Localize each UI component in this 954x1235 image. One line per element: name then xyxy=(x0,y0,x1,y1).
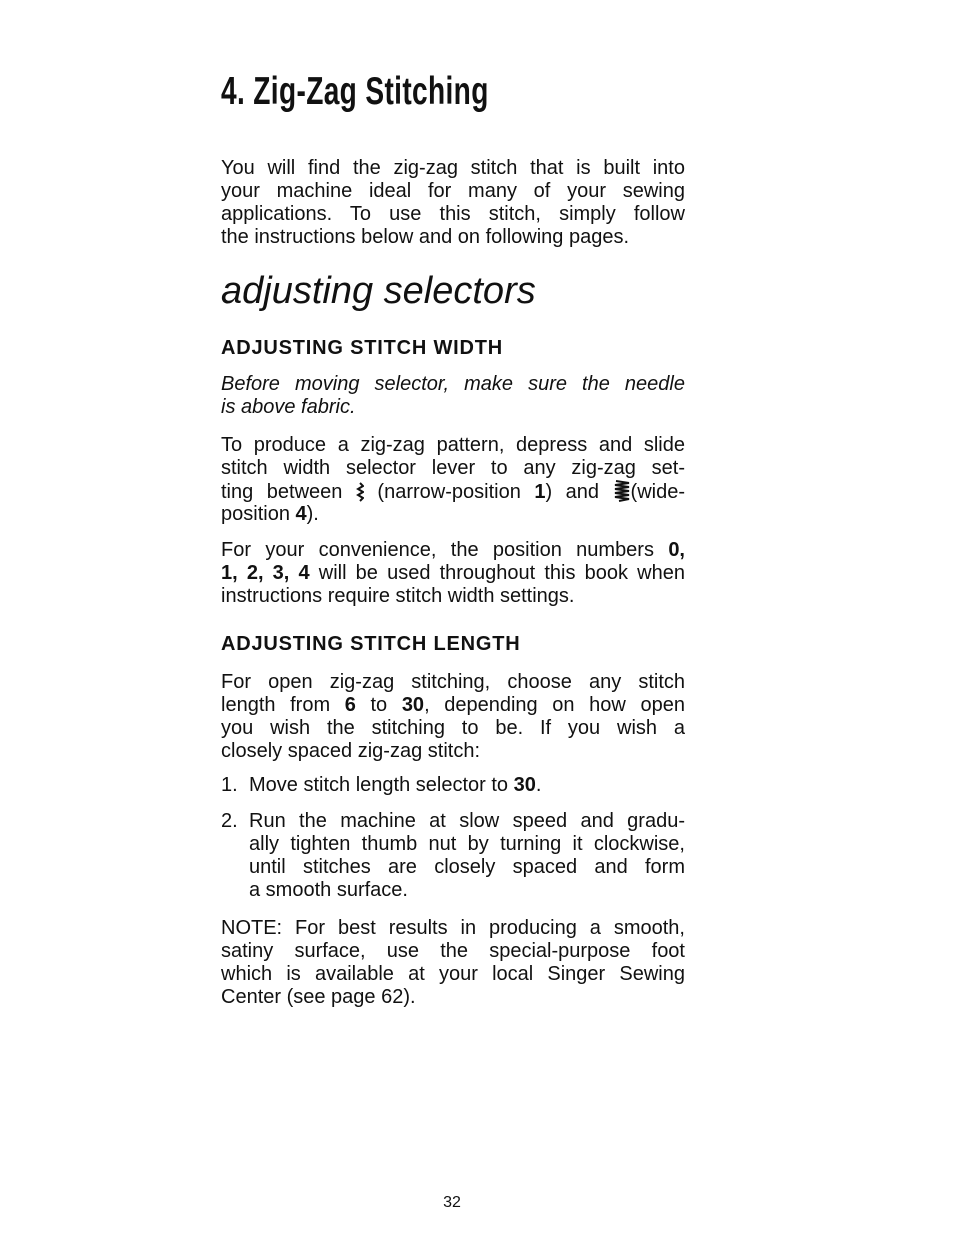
text-line xyxy=(221,203,685,226)
text-line xyxy=(221,986,685,1009)
text-segment: until stitches are closely spaced and form xyxy=(249,856,685,878)
text-segment: Move stitch length selector to xyxy=(249,774,514,796)
text-segment: (narrow-position xyxy=(363,481,535,503)
text-segment: instructions require stitch width settings. xyxy=(221,585,575,607)
text-line xyxy=(221,694,685,717)
paragraph xyxy=(221,539,685,608)
paragraph xyxy=(221,917,685,1009)
section-subtitle: adjusting selectors xyxy=(221,270,536,312)
text-segment: will be used throughout this book when xyxy=(309,562,685,584)
text-line xyxy=(221,740,685,763)
text-segment: you wish the stitching to be. If you wish a xyxy=(221,717,685,739)
paragraph xyxy=(221,671,685,763)
page-title: 4. Zig-Zag Stitching xyxy=(221,70,489,113)
text-segment: ting between xyxy=(221,481,356,503)
text-segment: ally tighten thumb nut by turning it clockwise, xyxy=(249,833,685,855)
text-segment: . xyxy=(535,774,542,796)
text-line xyxy=(221,940,685,963)
text-line xyxy=(221,434,685,457)
text-segment: ). xyxy=(306,503,319,525)
bold-text: 30 xyxy=(513,774,536,796)
text-line xyxy=(221,373,685,396)
text-segment: satiny surface, use the special-purpose foot xyxy=(221,940,685,962)
wide-zigzag-icon xyxy=(613,480,631,508)
text-segment: ) and xyxy=(545,481,613,503)
text-segment: applications. To use this stitch, simply follow xyxy=(221,203,685,225)
list-number: 2. xyxy=(221,810,238,832)
text-segment: length from xyxy=(221,694,345,716)
text-segment: To produce a zig-zag pattern, depress and slide xyxy=(221,434,685,456)
bold-text: 6 xyxy=(344,694,356,716)
text-line xyxy=(249,856,685,879)
text-segment: NOTE: For best results in producing a smooth, xyxy=(221,917,685,939)
text-segment: the instructions below and on following pages. xyxy=(221,226,630,248)
bold-text: 1, 2, 3, 4 xyxy=(221,562,310,584)
text-segment: position xyxy=(221,503,296,525)
text-line xyxy=(221,917,685,940)
bold-text: 1 xyxy=(534,481,546,503)
page-number: 32 xyxy=(443,1194,461,1211)
narrow-zigzag-icon xyxy=(356,482,364,508)
text-line xyxy=(221,963,685,986)
text-segment: You will find the zig-zag stitch that is built into xyxy=(221,157,685,179)
text-line xyxy=(249,879,685,902)
text-line xyxy=(221,539,685,562)
text-line xyxy=(221,157,685,180)
text-segment: is above fabric. xyxy=(221,396,356,418)
bold-text: 30 xyxy=(401,694,425,716)
text-segment: Center (see page 62). xyxy=(221,986,416,1008)
list-item xyxy=(221,774,685,797)
list-item xyxy=(221,810,685,902)
text-segment: For open zig-zag stitching, choose any stitch xyxy=(221,671,685,693)
text-line xyxy=(221,226,685,249)
paragraph xyxy=(221,373,685,419)
text-segment: Before moving selector, make sure the needle xyxy=(221,373,685,395)
text-segment: stitch width selector lever to any zig-zag set- xyxy=(221,457,685,479)
list-number: 1. xyxy=(221,774,238,796)
text-line xyxy=(221,180,685,203)
text-segment: closely spaced zig-zag stitch: xyxy=(221,740,481,762)
paragraph xyxy=(221,157,685,249)
paragraph xyxy=(221,434,685,526)
text-line xyxy=(221,671,685,694)
text-segment: your machine ideal for many of your sewing xyxy=(221,180,685,202)
text-segment: , depending on how open xyxy=(424,694,685,716)
text-line xyxy=(249,833,685,856)
text-segment: a smooth surface. xyxy=(249,879,408,901)
text-line xyxy=(221,396,685,419)
text-segment: Run the machine at slow speed and gradu- xyxy=(249,810,685,832)
text-line xyxy=(221,717,685,740)
text-segment: to xyxy=(355,694,402,716)
text-segment: which is available at your local Singer Sewing xyxy=(221,963,685,985)
bold-text: 4 xyxy=(295,503,307,525)
text-segment: For your convenience, the position numbers xyxy=(221,539,669,561)
text-line xyxy=(249,810,685,833)
text-segment: (wide- xyxy=(630,481,685,503)
section-heading: ADJUSTING STITCH LENGTH xyxy=(221,633,521,655)
bold-text: 0, xyxy=(668,539,685,561)
text-line xyxy=(221,480,685,503)
section-heading: ADJUSTING STITCH WIDTH xyxy=(221,337,504,359)
text-line xyxy=(221,585,685,608)
text-line xyxy=(221,562,685,585)
text-line xyxy=(249,774,685,797)
text-line xyxy=(221,457,685,480)
